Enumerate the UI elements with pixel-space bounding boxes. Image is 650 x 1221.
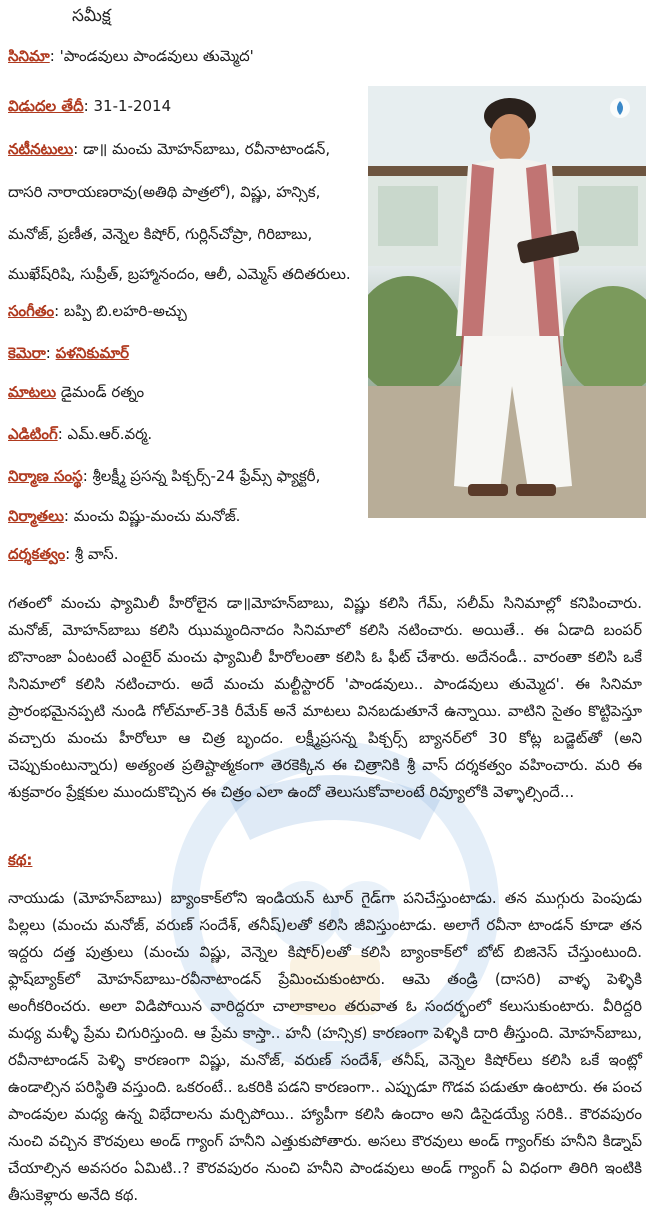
editing-value: ఎమ్.ఆర్.వర్మ. <box>67 425 153 443</box>
producers-value: మంచు విష్ణు-మంచు మనోజ్. <box>73 507 241 525</box>
cast-line-4: ముఖేష్‌రిషి, సుప్రీత్, బ్రహ్మానందం, ఆలీ, ఎమ్మెస్ తదితరులు. <box>8 265 351 283</box>
producers-label: నిర్మాతలు <box>8 507 64 525</box>
actor-photo <box>368 86 646 518</box>
release-label: విడుదల తేదీ <box>8 97 84 115</box>
cast-line-1: డా॥ మంచు మోహన్‌బాబు, రవీనాటాండన్, <box>83 140 331 158</box>
director-row: దర్శకత్వం: శ్రీ వాస్. <box>8 545 119 563</box>
camera-label: కెమెరా <box>8 344 46 362</box>
cast-line-2: దాసరి నారాయణరావు(అతిథి పాత్రలో), విష్ణు, హన్సిక, <box>8 183 321 201</box>
banner-value: శ్రీలక్ష్మీ ప్రసన్న పిక్చర్స్-24 ఫ్రేమ్స్ ఫ్యాక్టరీ, <box>92 467 321 485</box>
camera-value: పళనికుమార్ <box>55 344 130 362</box>
page-heading: సమీక్ష <box>72 6 111 26</box>
movie-row: సినిమా: 'పాండవులు పాండవులు తుమ్మెద' <box>8 47 254 65</box>
producers-row: నిర్మాతలు: మంచు విష్ణు-మంచు మనోజ్. <box>8 507 241 525</box>
editing-label: ఎడిటింగ్ <box>8 425 58 443</box>
story-heading-row <box>8 850 32 870</box>
director-value: శ్రీ వాస్. <box>74 545 119 563</box>
cast-line-3: మనోజ్, ప్రణీత, వెన్నెల కిషోర్, గుర్లిన్‌చోప్రా, గిరిబాబు, <box>8 225 313 243</box>
story-paragraph: నాయుడు (మోహన్‌బాబు) బ్యాంకాక్‌లోని ఇండియన్ టూర్ గైడ్‌గా పనిచేస్తుంటాడు. తన ముగ్గురు పెంపుడు పిల్లలు (మంచు మనోజ్, వరుణ్ సందేశ్, తనీష్)లతో కలిసి జీవిస్తుంటాడు. అలాగే రవీనా టాండన్ కూడా తన ఇద్దరు దత్త పుత్రులు (మంచు విష్ణు, వెన్నెల కిషోర్)లతో కలిసి బ్యాంకాక్‌లో బోట్ బిజినెస్ చేస్తుంటుంది. ఫ్లాష్‌బ్యాక్‌లో మోహన్‌బాబు-రవీనాటాండన్ ప్రేమించుకుంటారు. ఆమె తండ్రి (దాసరి) వాళ్ళ పెళ్ళికి అంగీకరించరు. అలా విడిపోయిన వారిద్దరూ చాలాకాలం తరువాత ఓ సందర్భంలో కలుసుకుంటారు. వీరిద్దరి మధ్య మళ్ళీ ప్రేమ చిగురిస్తుంది. ఆ ప్రేమ కాస్తా.. హనీ (హన్సిక) కారణంగా పెళ్ళికి దారి తీస్తుంది. మోహన్‌బాబు, రవీనాటాండన్ పెళ్ళి కారణంగా విష్ణు, మనోజ్, వరుణ్ సందేశ్, తనీష్, వెన్నెల కిషోర్‌లు కలిసి ఒకే ఇంట్లో ఉండాల్సిన పరిస్థితి వస్తుంది. ఒకరంటే.. ఒకరికి పడని కారణంగా.. ఎప్పుడూ గొడవ పడుతూ ఉంటారు. ఈ పంచ పాండవుల మధ్య ఉన్న విభేదాలను మర్చిపోయి.. హ్యాపీగా కలిసి ఉందాం అని డిసైడయ్యే సరికి.. కౌరవపురం నుంచి వచ్చిన కౌరవులు అండ్ గ్యాంగ్ హనీని ఎత్తుకుపోతారు. అసలు కౌరవులు అండ్ గ్యాంగ్‌కు హనీని కిడ్నాప్ చేయాల్సిన అవసరం ఏమిటి..? కౌరవపురం నుంచి హనీని పాండవులు అండ్ గ్యాంగ్ ఏ విధంగా తిరిగి ఇంటికి తీసుకెళ్లారు అనేది కథ. <box>8 889 642 1204</box>
cast-label: నటీనటులు <box>8 140 74 158</box>
music-row: సంగీతం: బప్పి బి.లహరి-అచ్చు <box>8 302 187 320</box>
story-label: కథ: <box>8 851 33 869</box>
director-label: దర్శకత్వం <box>8 545 66 563</box>
music-label: సంగీతం <box>8 302 55 320</box>
dialogues-label: మాటలు <box>8 383 57 401</box>
release-row: విడుదల తేదీ: 31-1-2014 <box>8 97 172 115</box>
editing-row: ఎడిటింగ్: ఎమ్.ఆర్.వర్మ. <box>8 425 153 443</box>
cast-row: నటీనటులు: డా॥ మంచు మోహన్‌బాబు, రవీనాటాండన్, <box>8 140 331 158</box>
movie-value: 'పాండవులు పాండవులు తుమ్మెద' <box>59 47 254 65</box>
intro-paragraph: గతంలో మంచు ఫ్యామిలీ హీరోలైన డా॥మోహన్‌బాబు, విష్ణు కలిసి గేమ్, సలీమ్ సినిమాల్లో కనిపించారు. మనోజ్, మోహన్‌బాబు కలిసి ఝుమ్మందినాదం సినిమాలో కలిసి నటించారు. అయితే.. ఈ ఏడాది బంపర్ బొనాంజా ఏంటంటే ఎంటైర్ మంచు ఫ్యామిలీ హీరోలంతా కలిసి ఓ ఫీట్ చేశారు. అదేనండీ.. వారంతా కలిసి ఒకే సినిమాలో కలిసి నటించారు. అదే మంచు మల్టీస్టారర్ 'పాండవులు.. పాండవులు తుమ్మెద'. ఈ సినిమా ప్రారంభమైనప్పటి నుండి గోల్‌మాల్-3కి రీమేక్ అనే మాటలు వినబడుతూనే ఉన్నాయి. వాటిని సైతం కొట్టిపెస్తూ వచ్చారు మంచు హీరోలూ ఆ చిత్ర బృందం. లక్ష్మీప్రసన్న పిక్చర్స్ బ్యానర్‌లో 30 కోట్ల బడ్జెట్‌తో (అని చెప్పుకుంటున్నారు) అత్యంత ప్రతిష్టాత్మకంగా తెరకెక్కిన ఈ చిత్రానికి శ్రీ వాస్ దర్శకత్వం వహించారు. మరి ఈ శుక్రవారం ప్రేక్షకుల ముందుకొచ్చిన ఈ చిత్రం ఎలా ఉందో తెలుసుకోవాలంటే రివ్యూలోకి వెళ్ళాల్సిందే... <box>8 594 642 801</box>
movie-label: సినిమా <box>8 47 50 65</box>
music-value: బప్పి బి.లహరి-అచ్చు <box>63 302 187 320</box>
release-value: 31-1-2014 <box>93 97 172 115</box>
banner-row: నిర్మాణ సంస్థ: శ్రీలక్ష్మీ ప్రసన్న పిక్చర్స్-24 ఫ్రేమ్స్ ఫ్యాక్టరీ, <box>8 467 321 485</box>
camera-row: కెమెరా: పళనికుమార్ <box>8 344 130 362</box>
dialogues-value: డైమండ్ రత్నం <box>60 383 145 401</box>
banner-label: నిర్మాణ సంస్థ <box>8 467 83 485</box>
dialogues-row <box>8 382 144 402</box>
